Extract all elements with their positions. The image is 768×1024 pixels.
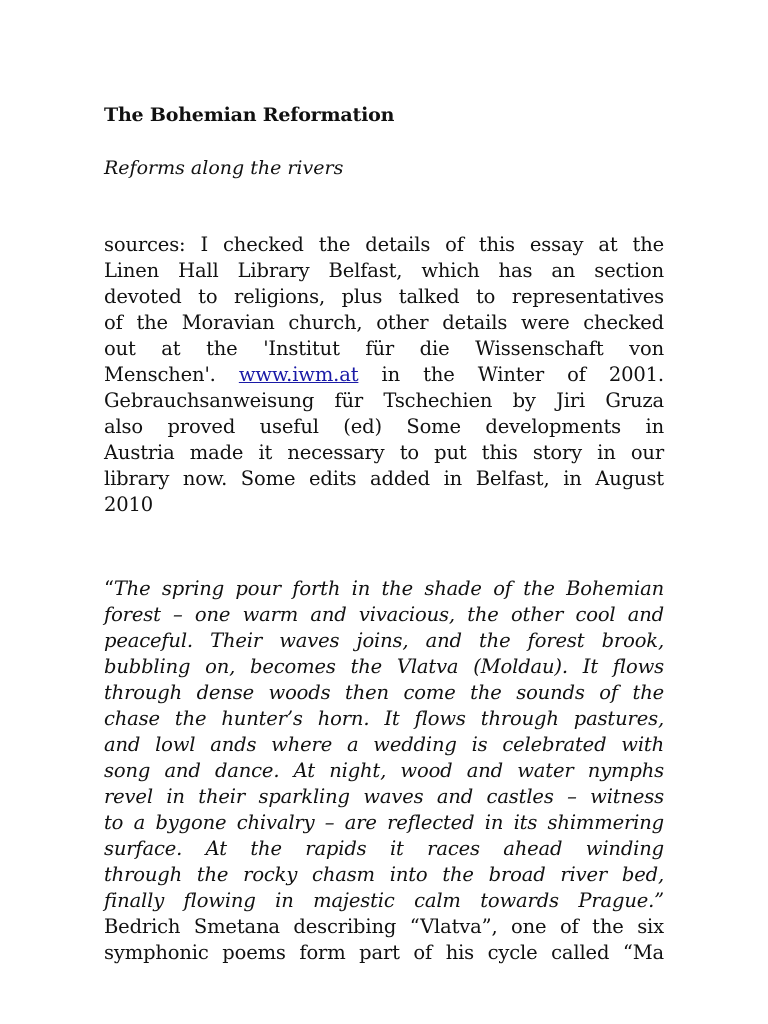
quote-line: through the rocky chasm into the broad river bed, [104, 863, 664, 886]
sources-line-text: Menschen'. [104, 363, 216, 386]
document-title: The Bohemian Reformation [104, 104, 395, 126]
attribution-line: symphonic poems form part of his cycle called “Ma [104, 941, 664, 964]
quote-line: song and dance. At night, wood and water nymphs [104, 759, 664, 782]
quote-line: revel in their sparkling waves and castles – witness [104, 785, 664, 808]
sources-line: out at the 'Institut für die Wissenschaft von [104, 337, 664, 360]
quote-line: to a bygone chivalry – are reflected in its shimmering [104, 811, 664, 834]
sources-line: 2010 [104, 493, 154, 516]
quote-text: The spring pour forth in the shade of the Bohemian [113, 577, 664, 600]
sources-line: Austria made it necessary to put this story in our [104, 441, 664, 464]
quote-line: and lowl ands where a wedding is celebrated with [104, 733, 664, 756]
quote-line: surface. At the rapids it races ahead winding [104, 837, 664, 860]
sources-line: Linen Hall Library Belfast, which has an section [104, 259, 664, 282]
quote-line: through dense woods then come the sounds of the [104, 681, 664, 704]
quote-line: peaceful. Their waves joins, and the forest brook, [104, 629, 664, 652]
quote-line [104, 576, 664, 602]
sources-line: also proved useful (ed) Some developments in [104, 415, 664, 438]
smetana-quote-paragraph [104, 576, 664, 966]
sources-line: Gebrauchsanweisung für Tschechien by Jiri Gruza [104, 389, 664, 412]
attribution-line: Bedrich Smetana describing “Vlatva”, one of the six [104, 915, 664, 938]
quote-line: finally flowing in majestic calm towards Prague.” [104, 889, 664, 912]
sources-paragraph [104, 232, 664, 518]
iwm-link[interactable]: www.iwm.at [238, 363, 359, 386]
sources-line: library now. Some edits added in Belfast, in August [104, 467, 664, 490]
sources-line: of the Moravian church, other details were checked [104, 311, 664, 334]
quote-line: forest – one warm and vivacious, the other cool and [104, 603, 664, 626]
sources-line-text: in the Winter of 2001. [381, 363, 664, 386]
document-subtitle: Reforms along the rivers [104, 157, 344, 179]
quote-line: bubbling on, becomes the Vlatva (Moldau). It flows [104, 655, 664, 678]
sources-line: sources: I checked the details of this essay at the [104, 233, 664, 256]
sources-line-with-link [104, 362, 664, 388]
quote-open-mark: “ [104, 577, 114, 600]
sources-line: devoted to religions, plus talked to representatives [104, 285, 664, 308]
quote-line: chase the hunter’s horn. It flows through pastures, [104, 707, 664, 730]
